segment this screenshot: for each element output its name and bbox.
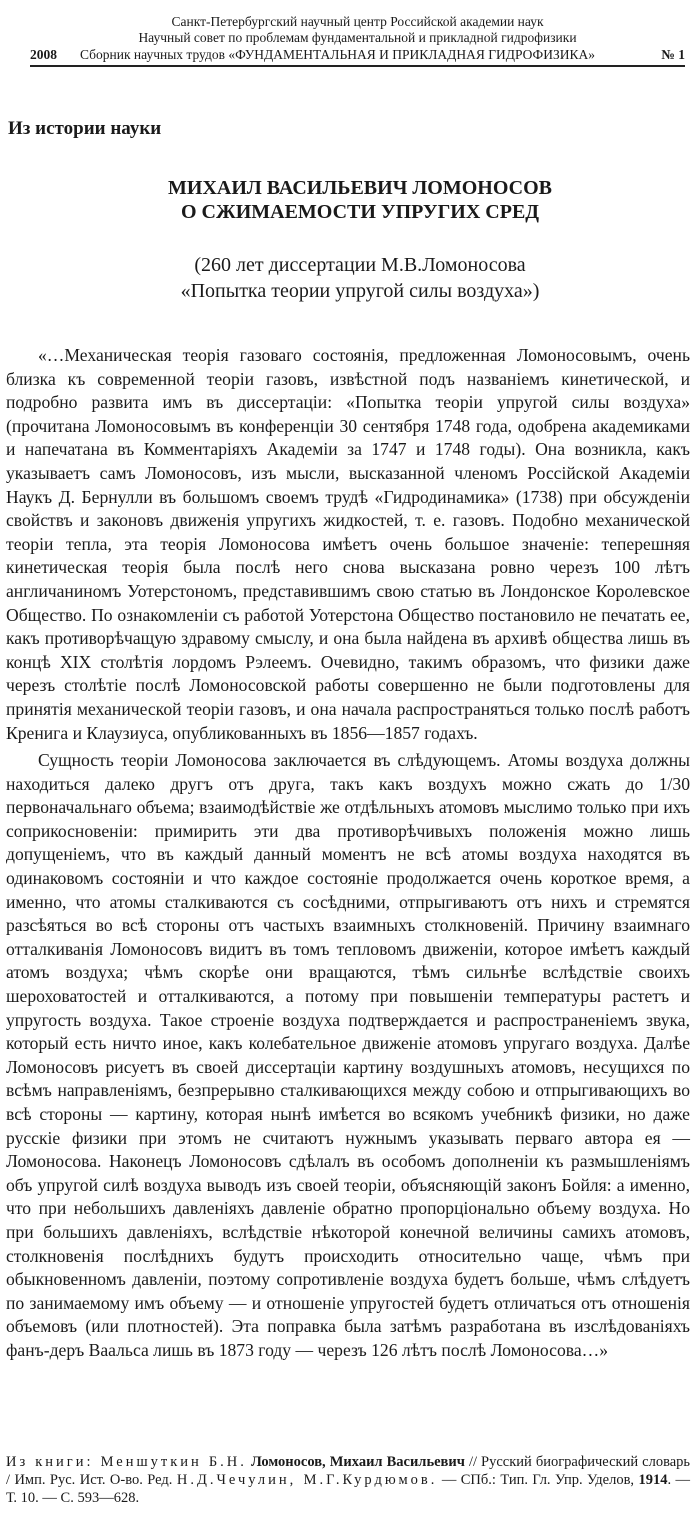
body-paragraph-1: «…Механическая теорія газоваго состоянія, предложенная Ломоносовымъ, очень близка къ современной теоріи газовъ, извѣстной подъ названіемъ кинетической, и подробно развита имъ въ диссертаціи: «Попытка теоріи упругой силы воздуха» (прочитана Ломоносовымъ въ конференціи 30 сентября 1748 года, одобрена академиками и напечатана въ Комментаріяхъ Академіи за 1747 и 1748 годы). Она возникла, какъ указываетъ самъ Ломоносовъ, изъ мысли, высказанной членомъ Россійской Академіи Наукъ Д. Бернулли въ большомъ своемъ трудѣ «Гидродинамика» (1738) при обсужденіи свойствъ и законовъ движенія упругихъ жидкостей, т. е. газовъ. Подобно механической теоріи тепла, эта теорія Ломоносова имѣетъ очень большое значеніе: теперешняя кинетическая теорія была послѣ него снова высказана ровно черезъ 100 лѣтъ англичаниномъ Уотерстономъ, представившимъ свою статью въ Лондонское Королевское Общество. По ознакомленіи съ работой Уотерстона Общество постановило не печатать ее, какъ противорѣчащую здравому смыслу, и она была найдена въ архивѣ общества лишь въ концѣ XIX столѣтія лордомъ Рэлеемъ. Очевидно, такимъ образомъ, что физики даже черезъ столѣтіе послѣ Ломоносовской работы совершенно не были подготовлены для принятія механической теоріи газовъ, и она начала распространяться только послѣ работъ Кренига и Клаузиуса, опубликованныхъ въ 1856—1857 годахъ.	[6, 345, 690, 743]
article-title	[20, 176, 700, 224]
citation-editors: Н.Д.Чечулин, М.Г.Курдюмов.	[176, 1472, 438, 1488]
header-collection: Сборник научных трудов «ФУНДАМЕНТАЛЬНАЯ И ПРИКЛАДНАЯ ГИДРОФИЗИКА»	[80, 47, 595, 62]
article-subtitle	[20, 252, 700, 304]
header-issue-number: № 1	[661, 47, 685, 62]
header-organization: Санкт-Петербургский научный центр Российской академии наук	[171, 14, 544, 29]
section-heading: Из истории науки	[8, 118, 162, 139]
citation-title: Ломоносов, Михаил Васильевич	[250, 1454, 465, 1470]
article-title-line-1: МИХАИЛ ВАСИЛЬЕВИЧ ЛОМОНОСОВ	[168, 177, 552, 199]
article-subtitle-line-1: (260 лет диссертации М.В.Ломоносова	[194, 254, 526, 276]
source-citation	[6, 1453, 690, 1507]
citation-year: 1914	[638, 1472, 668, 1488]
citation-publisher: — СПб.: Тип. Гл. Упр. Уделов,	[441, 1472, 635, 1488]
article-title-line-2: О СЖИМАЕМОСТИ УПРУГИХ СРЕД	[180, 201, 540, 223]
citation-tail: . — Т. 10. — С. 593—628.	[6, 1472, 691, 1506]
header-rule-row	[30, 46, 685, 67]
citation-prefix: Из книги: Меншуткин Б.Н.	[6, 1454, 247, 1470]
header-council: Научный совет по проблемам фундаментальной и прикладной гидрофизики	[138, 30, 577, 45]
journal-header	[30, 14, 685, 67]
citation-middle: // Русский биографический словарь / Имп. Рус. Ист. О-во. Ред.	[6, 1454, 691, 1488]
header-year: 2008	[30, 47, 57, 62]
article-subtitle-line-2: «Попытка теории упругой силы воздуха»)	[180, 280, 540, 302]
article-body	[6, 344, 690, 1363]
body-paragraph-2: Сущность теоріи Ломоносова заключается въ слѣдующемъ. Атомы воздуха должны находиться далеко другъ отъ друга, такъ какъ воздухъ можно сжать до 1/30 первоначальнаго объема; взаимодѣйствіе же отдѣльныхъ атомовъ мыслимо только при ихъ соприкосновеніи: примирить эти два противорѣчивыхъ положенія можно лишь допущеніемъ, что въ каждый данный моментъ не всѣ атомы воздуха находятся въ одинаковомъ состояніи и что каждое состояніе продолжается очень короткое время, а именно, что атомы сталкиваются съ сосѣдними, отпрыгиваютъ отъ нихъ и стремятся разсѣяться во всѣ стороны отъ частыхъ взаимныхъ столкновеній. Причину взаимнаго отталкиванія Ломоносовъ видитъ въ томъ тепловомъ движеніи, которое имѣетъ каждый атомъ воздуха; чѣмъ скорѣе они вращаются, тѣмъ сильнѣе вслѣдствіе своихъ шероховатостей и отталкиваются, а потому при повышеніи температуры растетъ и упругость воздуха. Такое строеніе воздуха подтверждается и распространеніемъ звука, который есть ничто иное, какъ колебательное движеніе атомовъ упругаго воздуха. Далѣе Ломоносовъ рисуетъ въ своей диссертаціи картину воздушныхъ атомовъ, несущихся по всѣмъ направленіямъ, безпрерывно сталкивающихся между собою и отпрыгивающихъ во всѣ стороны — картину, которая нынѣ имѣется во всякомъ учебникѣ физики, но даже русскіе физики при этомъ не считаютъ нужнымъ указывать перваго автора ея — Ломоносова. Наконецъ Ломоносовъ сдѣлалъ въ особомъ дополненіи къ размышленіямъ объ упругой силѣ воздуха выводъ изъ своей теоріи, объясняющій законъ Бойля: а именно, что при небольшихъ давленіяхъ давленіе обратно пропорціонально объему воздуха. Но при большихъ давленіяхъ, вслѣдствіе нѣкоторой конечной величины самихъ атомовъ, столкновенія послѣднихъ будутъ происходить относительно чаще, чѣмъ при обыкновенномъ давленіи, поэтому сопротивленіе воздуха будетъ больше, чѣмъ слѣдуетъ по занимаемому имъ объему — и отношеніе упругостей будетъ отличаться отъ отношенія объемовъ (или плотностей). Эта поправка была затѣмъ разработана въ изслѣдованіяхъ фанъ-деръ Ваальса лишь въ 1873 году — черезъ 126 лѣтъ послѣ Ломоносова…»	[6, 750, 690, 1360]
